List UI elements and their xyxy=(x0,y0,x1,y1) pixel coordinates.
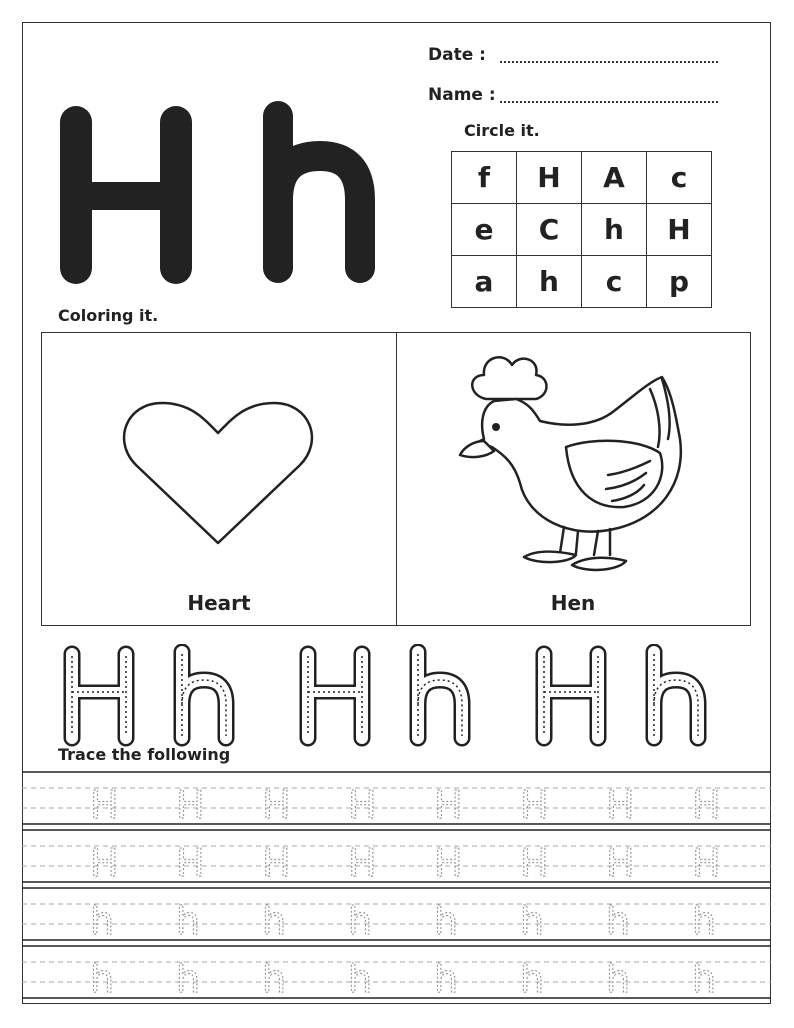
trace-letter: H xyxy=(90,841,119,885)
name-label: Name : xyxy=(428,85,496,105)
outlined-letters xyxy=(60,644,740,748)
trace-letter: h xyxy=(520,899,545,943)
trace-letter: H xyxy=(434,841,463,885)
grid-cell[interactable]: h xyxy=(517,256,582,308)
date-label: Date : xyxy=(428,45,486,65)
trace-letter: h xyxy=(606,899,631,943)
grid-cell[interactable]: A xyxy=(582,152,647,204)
trace-letter: H xyxy=(176,841,205,885)
trace-letter: H xyxy=(606,783,635,827)
trace-letter: H xyxy=(348,841,377,885)
trace-letter: h xyxy=(434,957,459,1001)
trace-letter: H xyxy=(434,783,463,827)
trace-letter: H xyxy=(348,783,377,827)
trace-letter: h xyxy=(692,957,717,1001)
caption-hen: Hen xyxy=(550,591,596,615)
circle-it-title: Circle it. xyxy=(464,121,540,140)
trace-letter: h xyxy=(90,957,115,1001)
grid-cell[interactable]: e xyxy=(452,204,517,256)
trace-letter: H xyxy=(520,841,549,885)
trace-letter: h xyxy=(434,899,459,943)
trace-letter: h xyxy=(262,957,287,1001)
tracing-lines xyxy=(22,770,771,1004)
trace-letter: h xyxy=(348,899,373,943)
hen-icon[interactable] xyxy=(454,343,690,575)
grid-cell[interactable]: H xyxy=(517,152,582,204)
trace-letter: H xyxy=(90,783,119,827)
grid-cell[interactable]: H xyxy=(647,204,712,256)
caption-heart: Heart xyxy=(187,591,251,615)
trace-letter: H xyxy=(692,841,721,885)
trace-letter: H xyxy=(520,783,549,827)
coloring-box xyxy=(41,332,751,626)
trace-letter: H xyxy=(262,783,291,827)
grid-cell[interactable]: c xyxy=(647,152,712,204)
grid-cell[interactable]: C xyxy=(517,204,582,256)
trace-letter: H xyxy=(176,783,205,827)
grid-cell[interactable]: f xyxy=(452,152,517,204)
coloring-it-title: Coloring it. xyxy=(58,306,159,325)
trace-letter: h xyxy=(176,957,201,1001)
grid-cell[interactable]: a xyxy=(452,256,517,308)
trace-letter: h xyxy=(262,899,287,943)
trace-letter: H xyxy=(606,841,635,885)
name-field[interactable] xyxy=(500,101,718,103)
trace-title: Trace the following xyxy=(58,745,231,764)
big-letters-hh xyxy=(52,60,412,300)
trace-letter: h xyxy=(90,899,115,943)
heart-icon[interactable] xyxy=(118,397,318,547)
grid-cell[interactable]: p xyxy=(647,256,712,308)
trace-letter: h xyxy=(606,957,631,1001)
grid-cell[interactable]: c xyxy=(582,256,647,308)
trace-letter: h xyxy=(348,957,373,1001)
trace-letter: H xyxy=(262,841,291,885)
trace-letter: H xyxy=(692,783,721,827)
trace-letter: h xyxy=(176,899,201,943)
date-field[interactable] xyxy=(500,61,718,63)
grid-cell[interactable]: h xyxy=(582,204,647,256)
coloring-divider xyxy=(396,333,397,625)
letter-grid xyxy=(451,151,712,308)
trace-letter: h xyxy=(692,899,717,943)
trace-letter: h xyxy=(520,957,545,1001)
